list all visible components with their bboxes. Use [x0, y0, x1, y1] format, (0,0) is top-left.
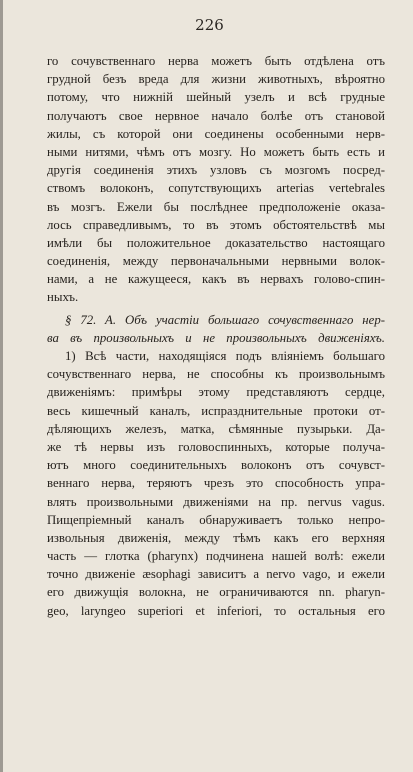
- page-number: 226: [195, 16, 224, 34]
- text-line: ютъ много соединительныхъ волоконъ отъ сочувст-: [47, 458, 385, 473]
- text-line: движеніямъ: примѣры этому представляютъ сердце,: [47, 385, 385, 400]
- text-line: же тѣ нервы изъ головоспинныхъ, которые получа-: [47, 439, 385, 454]
- text-line: нами, а не кажущееся, какъ въ нервахъ голово-спин-: [47, 272, 385, 287]
- text-line: въ мозгъ. Ежели бы послѣднее предположеніе оказа-: [47, 199, 385, 214]
- text-line: веннаго нерва, теряютъ чрезъ это способность упра-: [47, 476, 385, 491]
- text-line: грудной безъ вреда для жизни животныхъ, вѣроятно: [47, 72, 385, 87]
- text-line: другія соединенія этихъ узловъ съ мозгомъ посред-: [47, 163, 385, 178]
- body-text: [47, 52, 385, 620]
- text-line: го сочувственнаго нерва можетъ быть отдѣлена отъ: [47, 54, 385, 68]
- text-line: жилы, съ которой они соединены особенными нерв-: [47, 126, 385, 141]
- paragraph-continued: [47, 52, 385, 307]
- heading-line: ва въ произвольныхъ и не произвольныхъ движеніяхъ.: [47, 330, 385, 345]
- text-line: лось справедливымъ, то въ этомъ обстоятельствѣ мы: [47, 217, 385, 232]
- text-line: имѣли бы положительное доказательство настоящаго: [47, 235, 385, 250]
- text-line: ныхъ.: [47, 290, 79, 305]
- text-line: сочувственнаго нерва, не способны къ произвольнымъ: [47, 367, 385, 382]
- text-line: весь кишечный каналъ, испразднительные протоки от-: [47, 403, 385, 418]
- text-line: потому, что нижній шейный узелъ и всѣ грудные: [47, 90, 385, 105]
- section-heading: [47, 311, 385, 347]
- text-line: geo, laryngeo superiori et inferiori, то остальныя его: [47, 603, 385, 618]
- text-line: точно движеніе æsophagi зависитъ a nervo vago, и ежели: [47, 567, 385, 582]
- heading-line: § 72. A. Объ участіи большаго сочувственнаго нер-: [65, 312, 385, 327]
- text-line: ными нитями, чѣмъ отъ мозгу. Но можетъ быть есть и: [47, 144, 385, 159]
- text-line: влять произвольными движеніями на пр. nervus vagus.: [47, 494, 385, 509]
- text-line: дѣляющихъ железъ, матка, сѣмянные пузырьки. Да-: [47, 421, 385, 436]
- text-line: Пищепріемный каналъ обнаруживаетъ только непро-: [47, 512, 385, 527]
- text-line: получаютъ свое нервное начало болѣе отъ становой: [47, 108, 385, 123]
- text-line: извольныя движенія, между тѣмъ какъ его верхняя: [47, 530, 385, 545]
- text-line: его движущія волокна, не ограничиваются nn. pharyn-: [47, 585, 385, 600]
- text-line: часть — глотка (pharynx) подчинена нашей волѣ: ежели: [47, 549, 385, 564]
- paragraph: [47, 347, 385, 620]
- text-line: 1) Всѣ части, находящіяся подъ вліяніемъ большаго: [65, 349, 385, 363]
- text-line: ствомъ волоконъ, сопутствующихъ arterias vertebrales: [47, 181, 385, 196]
- text-line: соединенія, между первоначальными нервными волок-: [47, 254, 385, 269]
